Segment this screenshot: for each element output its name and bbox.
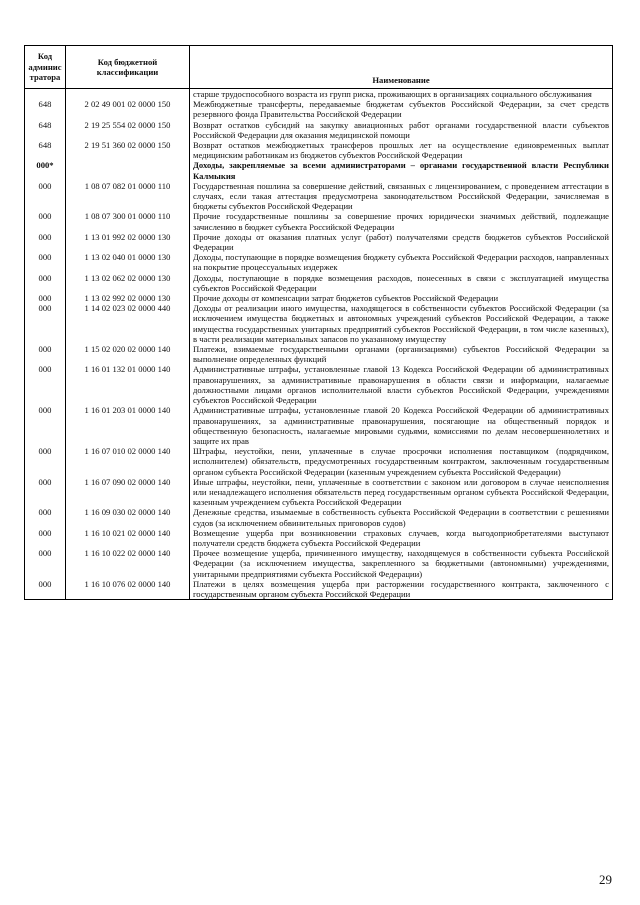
section-heading-row [25,160,613,180]
document-page [24,45,612,600]
admin-code-cell [25,89,66,100]
budget-code-cell: 1 16 07 010 02 0000 140 [66,446,190,477]
name-cell: Возмещение ущерба при возникновении страховых случаев, когда выгодоприобретателями выступают получатели средств бюджета субъекта Российской Федерации [190,528,613,548]
name-cell: Прочее возмещение ущерба, причиненного имуществу, находящемуся в собственности субъекта Российской Федерации (за исключением имущества, закрепленного за бюджетными (автономными) учреждениями, унитарными предприятиями субъекта Российской Федерации) [190,548,613,579]
budget-code-cell: 1 16 01 203 01 0000 140 [66,405,190,446]
table-header-row [25,46,613,89]
header-name: Наименование [190,46,613,89]
table-row [25,477,613,508]
admin-code-cell: 648 [25,99,66,119]
header-admin-code: Код админис тратора [25,46,66,89]
table-row [25,548,613,579]
admin-code-cell: 000 [25,579,66,600]
table-row [25,405,613,446]
table-row [25,344,613,364]
admin-code-cell: 000 [25,344,66,364]
budget-code-cell: 1 16 10 076 02 0000 140 [66,579,190,600]
table-row [25,579,613,600]
name-cell: Иные штрафы, неустойки, пени, уплаченные в соответствии с законом или договором в случае неисполнения или ненадлежащего исполнения обязательств перед государственным органом субъекта Российской Федерации, казенным учреждением субъекта Российской Федерации [190,477,613,508]
budget-code-cell: 1 13 02 040 01 0000 130 [66,252,190,272]
budget-code-cell: 1 13 01 992 02 0000 130 [66,232,190,252]
admin-code-cell: 000 [25,477,66,508]
admin-code-cell: 648 [25,120,66,140]
admin-code-cell: 000* [25,160,66,180]
name-cell: Административные штрафы, установленные главой 13 Кодекса Российской Федерации об административных правонарушениях, за административные правонарушения в области связи и информации, налагаемые должностными лицами органов исполнительной власти субъектов Российской Федерации, учреждениями субъектов Российской Федерации [190,364,613,405]
budget-code-cell: 1 08 07 300 01 0000 110 [66,211,190,231]
header-budget-code: Код бюджетной классификации [66,46,190,89]
budget-code-cell [66,89,190,100]
table-row [25,364,613,405]
budget-code-cell: 1 08 07 082 01 0000 110 [66,181,190,212]
admin-code-cell: 648 [25,140,66,160]
table-row [25,293,613,303]
name-cell: Прочие доходы от оказания платных услуг (работ) получателями средств бюджетов субъектов Российской Федерации [190,232,613,252]
admin-code-cell: 000 [25,507,66,527]
page-number: 29 [599,872,612,887]
admin-code-cell: 000 [25,181,66,212]
table-row [25,446,613,477]
table-row [25,507,613,527]
budget-code-cell: 2 19 25 554 02 0000 150 [66,120,190,140]
budget-code-cell: 1 13 02 992 02 0000 130 [66,293,190,303]
name-cell: Платежи, взимаемые государственными органами (организациями) субъектов Российской Федерации за выполнение определенных функций [190,344,613,364]
admin-code-cell: 000 [25,211,66,231]
budget-code-cell: 1 16 01 132 01 0000 140 [66,364,190,405]
admin-code-cell: 000 [25,364,66,405]
admin-code-cell: 000 [25,252,66,272]
table-row [25,303,613,344]
budget-code-cell: 1 16 10 021 02 0000 140 [66,528,190,548]
name-cell: Платежи в целях возмещения ущерба при расторжении государственного контракта, заключенного с государственным органом субъекта Российской Федерации [190,579,613,600]
table-row [25,181,613,212]
admin-code-cell: 000 [25,548,66,579]
budget-code-cell: 1 16 09 030 02 0000 140 [66,507,190,527]
budget-code-cell: 1 16 07 090 02 0000 140 [66,477,190,508]
table-row [25,120,613,140]
table-row [25,89,613,100]
name-cell: Административные штрафы, установленные главой 20 Кодекса Российской Федерации об административных правонарушениях, за административные правонарушения, посягающие на общественный порядок и общественную безопасность, налагаемые мировыми судьями, комиссиями по делам несовершеннолетних и защите их прав [190,405,613,446]
name-cell: старше трудоспособного возраста из групп риска, проживающих в организациях социального обслуживания [190,89,613,100]
name-cell: Возврат остатков межбюджетных трансферов прошлых лет на осуществление единовременных выплат медицинским работникам из бюджетов субъектов Российской Федерации [190,140,613,160]
name-cell: Штрафы, неустойки, пени, уплаченные в случае просрочки исполнения поставщиком (подрядчиком, исполнителем) обязательств, предусмотренных государственным контрактом, заключенным государственным органом субъекта Российской Федерации (казенным учреждением субъекта Российской Федерации) [190,446,613,477]
budget-classification-table [24,45,613,600]
admin-code-cell: 000 [25,293,66,303]
admin-code-cell: 000 [25,232,66,252]
name-cell: Межбюджетные трансферты, передаваемые бюджетам субъектов Российской Федерации, за счет средств резервного фонда Правительства Российской Федерации [190,99,613,119]
name-cell: Прочие доходы от компенсации затрат бюджетов субъектов Российской Федерации [190,293,613,303]
budget-code-cell: 2 19 51 360 02 0000 150 [66,140,190,160]
table-body [25,89,613,600]
budget-code-cell: 1 16 10 022 02 0000 140 [66,548,190,579]
table-row [25,528,613,548]
budget-code-cell: 1 15 02 020 02 0000 140 [66,344,190,364]
admin-code-cell: 000 [25,528,66,548]
name-cell: Государственная пошлина за совершение действий, связанных с лицензированием, с проведением аттестации в случаях, если такая аттестация предусмотрена законодательством Российской Федерации, зачисляемая в бюджеты субъектов Российской Федерации [190,181,613,212]
table-row [25,211,613,231]
table-row [25,140,613,160]
budget-code-cell: 2 02 49 001 02 0000 150 [66,99,190,119]
budget-code-cell: 1 13 02 062 02 0000 130 [66,273,190,293]
admin-code-cell: 000 [25,446,66,477]
admin-code-cell: 000 [25,303,66,344]
name-cell: Доходы, поступающие в порядке возмещения расходов, понесенных в связи с эксплуатацией имущества субъектов Российской Федерации [190,273,613,293]
budget-code-cell: 1 14 02 023 02 0000 440 [66,303,190,344]
table-row [25,273,613,293]
admin-code-cell: 000 [25,273,66,293]
name-cell: Доходы от реализации иного имущества, находящегося в собственности субъектов Российской Федерации (за исключением имущества бюджетных и автономных учреждений субъектов Российской Федерации, а также имущества государственных унитарных предприятий субъектов Российской Федерации, в том числе казенных), в части реализации материальных запасов по указанному имуществу [190,303,613,344]
table-row [25,99,613,119]
table-row [25,252,613,272]
name-cell: Доходы, закрепляемые за всеми администраторами – органами государственной власти Республики Калмыкия [190,160,613,180]
admin-code-cell: 000 [25,405,66,446]
table-row [25,232,613,252]
name-cell: Денежные средства, изымаемые в собственность субъекта Российской Федерации в соответствии с решениями судов (за исключением обвинительных приговоров судов) [190,507,613,527]
name-cell: Прочие государственные пошлины за совершение прочих юридически значимых действий, подлежащие зачислению в бюджет субъекта Российской Федерации [190,211,613,231]
name-cell: Доходы, поступающие в порядке возмещения бюджету субъекта Российской Федерации расходов, направленных на покрытие процессуальных издержек [190,252,613,272]
name-cell: Возврат остатков субсидий на закупку авиационных работ органами государственной власти субъектов Российской Федерации для оказания медицинской помощи [190,120,613,140]
budget-code-cell [66,160,190,180]
